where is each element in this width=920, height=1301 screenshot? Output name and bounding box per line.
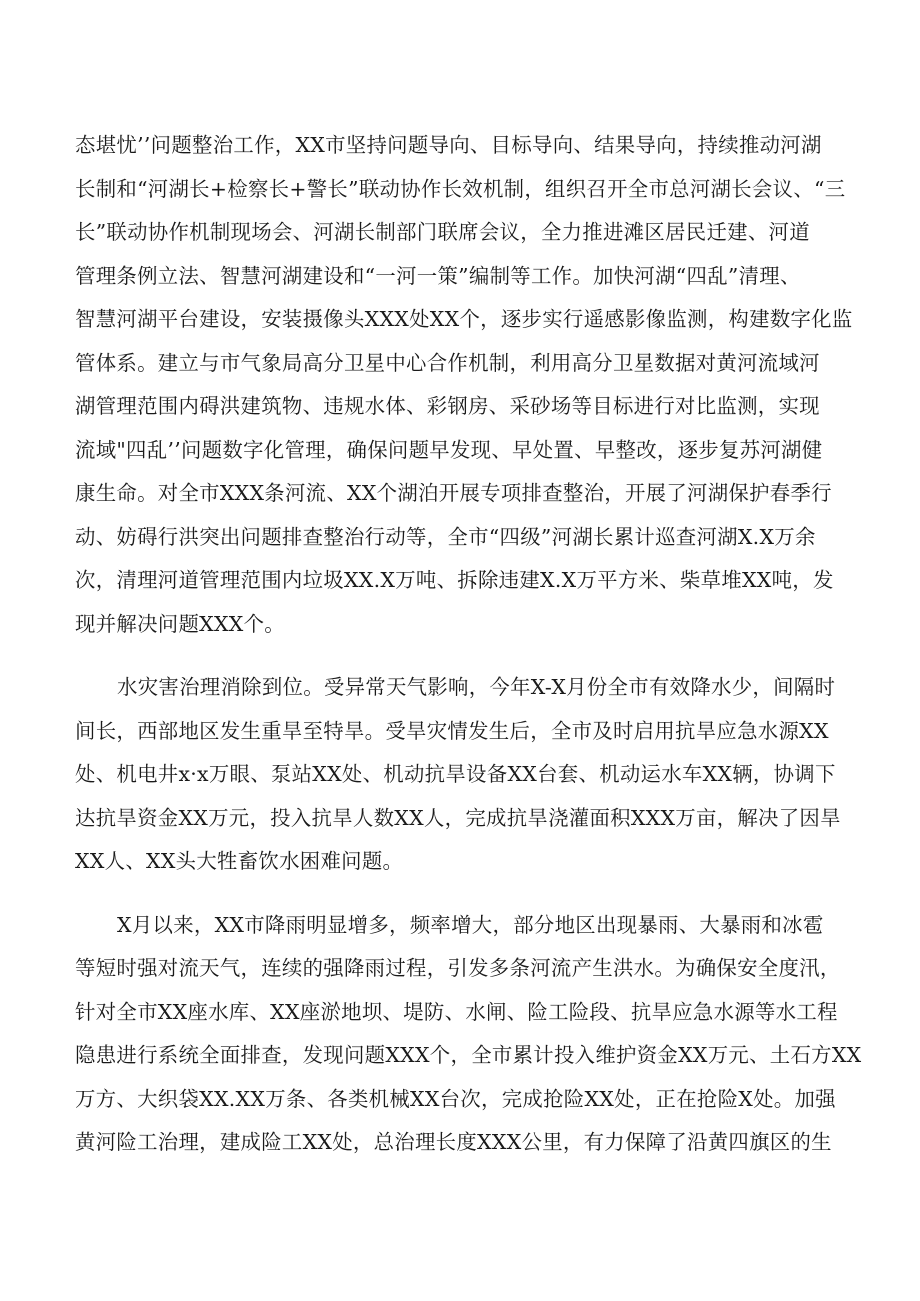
text-line: 流域"四乱’’问题数字化管理，确保问题早发现、早处置、早整改，逐步复苏河湖健 <box>75 437 823 462</box>
paragraph-flood-control <box>75 904 865 1165</box>
text-line: 管体系。建立与市气象局高分卫星中心合作机制，利用高分卫星数据对黄河流域河 <box>75 350 820 375</box>
text-line: 动、妨碍行洪突出问题排查整治行动等，全市“四级”河湖长累计巡查河湖X.X万余 <box>75 524 816 549</box>
text-line: 隐患进行系统全面排查，发现问题XXX个，全市累计投入维护资金XX万元、土石方XX <box>75 1043 862 1067</box>
text-line: 万方、大织袋XX.XX万条、各类机械XX台次，完成抢险XX处，正在抢险X处。加强 <box>75 1086 836 1111</box>
text-line: 水灾害治理消除到位。受异常天气影响，今年X-X月份全市有效降水少，间隔时 <box>117 675 836 699</box>
text-line: 长制和“河湖长+检察长+警长”联动协作长效机制，组织召开全市总河湖长会议、“三 <box>75 176 846 201</box>
text-line: 智慧河湖平台建设，安装摄像头XXX处XX个，逐步实行遥感影像监测，构建数字化监 <box>75 307 853 331</box>
text-line: 湖管理范围内碍洪建筑物、违规水体、彩钢房、采砂场等目标进行对比监测，实现 <box>75 394 820 418</box>
text-line: 长”联动协作机制现场会、河湖长制部门联席会议，全力推进滩区居民迁建、河道 <box>75 220 810 244</box>
text-line: XX人、XX头大牲畜饮水困难问题。 <box>75 849 404 873</box>
text-line: 间长，西部地区发生重旱至特旱。受旱灾情发生后，全市及时启用抗旱应急水源XX <box>75 718 829 743</box>
text-line: 等短时强对流天气，连续的强降雨过程，引发多条河流产生洪水。为确保安全度汛， <box>75 956 841 980</box>
text-line: 黄河险工治理，建成险工XX处，总治理长度XXX公里，有力保障了沿黄四旗区的生 <box>75 1130 832 1154</box>
text-line: X月以来，XX市降雨明显增多，频率增大，部分地区出现暴雨、大暴雨和冰雹 <box>117 912 824 937</box>
text-line: 处、机电井x·x万眼、泵站XX处、机动抗旱设备XX台套、机动运水车XX辆，协调下 <box>75 762 836 786</box>
text-line: 达抗旱资金XX万元，投入抗旱人数XX人，完成抗旱浇灌面积XXX万亩，解决了因旱 <box>75 805 841 830</box>
text-line: 管理条例立法、智慧河湖建设和“一河一策”编制等工作。加快河湖“四乱”清理、 <box>75 263 801 288</box>
paragraph-drought-relief <box>75 666 865 884</box>
text-line: 康生命。对全市XXX条河流、XX个湖泊开展专项排查整治，开展了河湖保护春季行 <box>75 481 832 505</box>
text-line: 现并解决问题XXX个。 <box>75 611 285 636</box>
text-line: 针对全市XX座水库、XX座淤地坝、堤防、水闸、险工险段、抗旱应急水源等水工程 <box>75 999 838 1024</box>
document-body <box>75 124 865 1165</box>
paragraph-river-lake-governance <box>75 124 865 646</box>
text-line: 态堪忧’’问题整治工作，XX市坚持问题导向、目标导向、结果导向，持续推动河湖 <box>75 133 822 157</box>
text-line: 次，清理河道管理范围内垃圾XX.X万吨、拆除违建X.X万平方米、柴草堆XX吨，发 <box>75 568 834 592</box>
